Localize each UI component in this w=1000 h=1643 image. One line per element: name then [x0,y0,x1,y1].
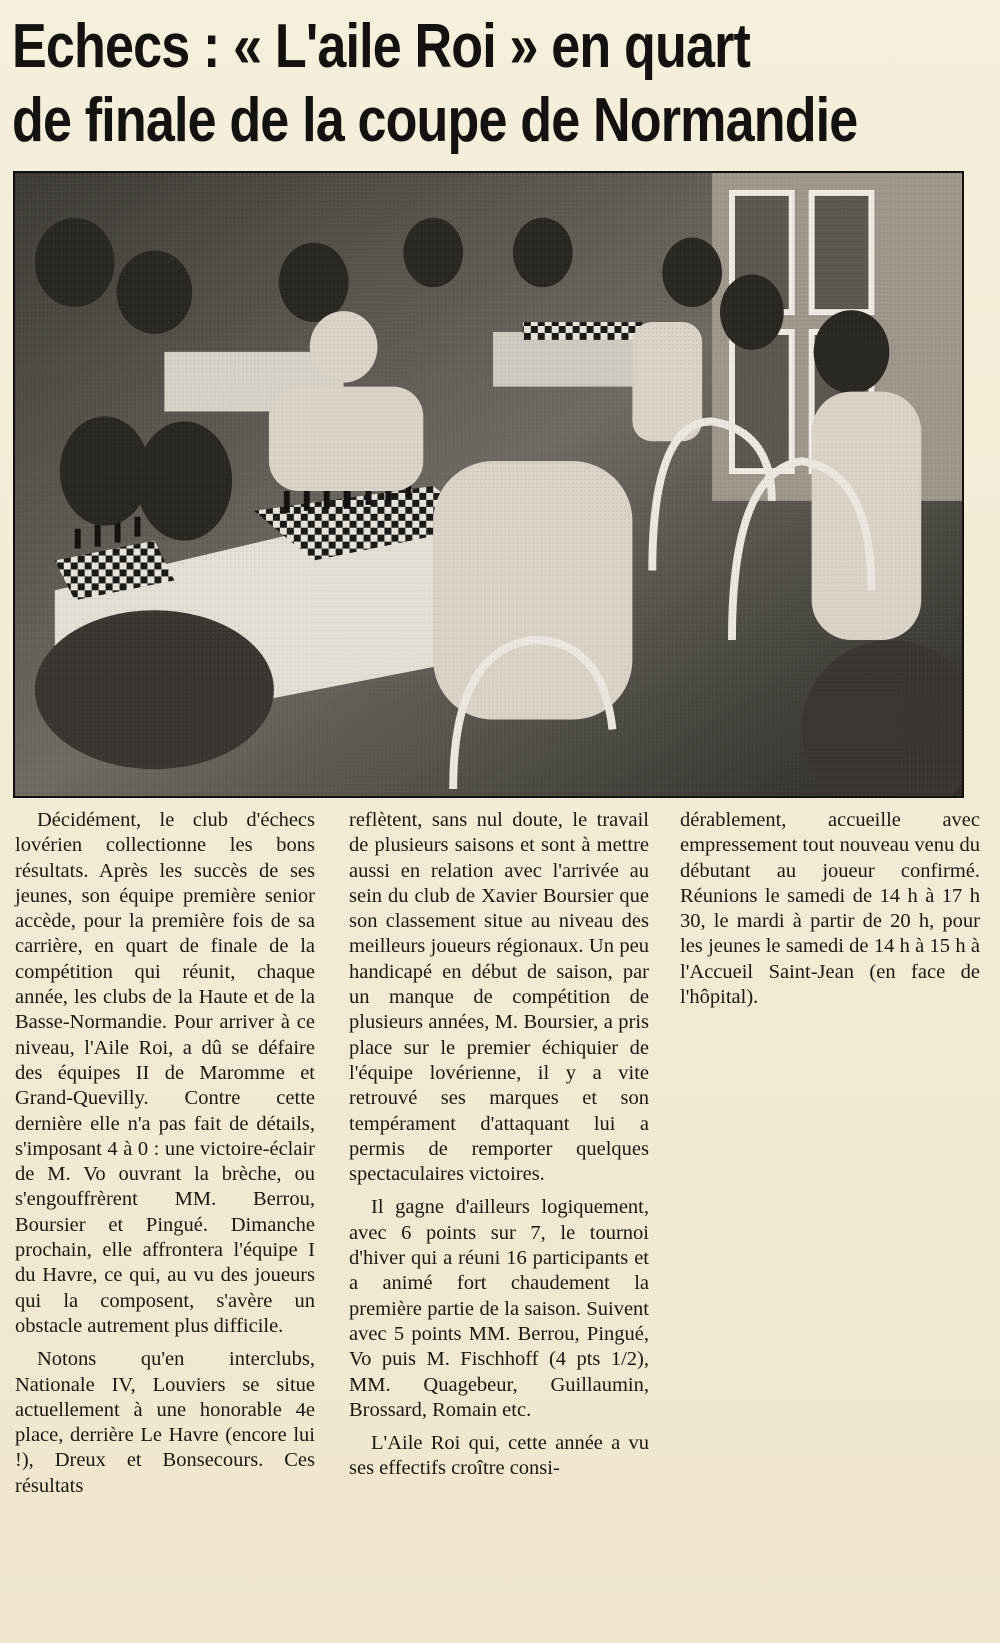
paragraph: Notons qu'en interclubs, Nationale IV, Louviers se situe actuellement à une honorable 4e place, derrière Le Havre (encore lui !), Dreux et Bonsecours. Ces résultats [15,1348,315,1497]
article-column-1 [15,808,315,1507]
paragraph: L'Aile Roi qui, cette année a vu ses effectifs croître consi- [349,1432,649,1480]
article-column-2 [349,808,649,1490]
headline-line-2: de finale de la coupe de Normandie [12,86,858,155]
paragraph: Il gagne d'ailleurs logiquement, avec 6 points sur 7, le tournoi d'hiver qui a réuni 16 participants et a animé fort chaudement la première partie de la saison. Suivent avec 5 points MM. Berrou, Pingué, Vo puis M. Fischhoff (4 pts 1/2), MM. Quagebeur, Guillaumin, Brossard, Romain etc. [349,1196,649,1421]
article-column-3 [680,808,980,1018]
paragraph: reflètent, sans nul doute, le travail de plusieurs saisons et sont à mettre aussi en relation avec l'arrivée au sein du club de Xavier Boursier que son classement situe au niveau des meilleurs joueurs régionaux. Un peu handicapé en début de saison, par un manque de compétition de plusieurs années, M. Boursier, a pris place sur le premier échiquier de l'équipe lovérienne, il y a vite retrouvé ses marques et son tempérament d'attaquant lui a permis de remporter quelques spectaculaires victoires. [349,809,649,1186]
headline-line-1: Echecs : « L'aile Roi » en quart [12,12,751,81]
paragraph: Décidément, le club d'échecs lovérien collectionne les bons résultats. Après les succès de ses jeunes, son équipe première senior accède, pour la première fois de sa carrière, en quart de finale de la compétition qui réunit, chaque année, les clubs de la Haute et de la Basse-Normandie. Pour arriver à ce niveau, l'Aile Roi, a dû se défaire des équipes II de Maromme et Grand-Quevilly. Contre cette dernière elle n'a pas fait de détails, s'imposant 4 à 0 : une victoire-éclair de M. Vo ouvrant la brèche, ou s'engouffrèrent MM. Berrou, Boursier et Pingué. Dimanche prochain, elle affrontera l'équipe I du Havre, ce qui, au vu des joueurs qui la composent, s'avère un obstacle autrement plus difficile. [15,809,315,1337]
paragraph: dérablement, accueille avec empressement tout nouveau venu du débutant au joueur confirmé. Réunions le samedi de 14 h à 17 h 30, le mardi à partir de 20 h, pour les jeunes le samedi de 14 h à 15 h à l'Accueil Saint-Jean (en face de l'hôpital). [680,809,980,1009]
photo-illustration [15,173,962,796]
chess-tournament-photo [13,171,964,798]
headline [12,10,858,158]
